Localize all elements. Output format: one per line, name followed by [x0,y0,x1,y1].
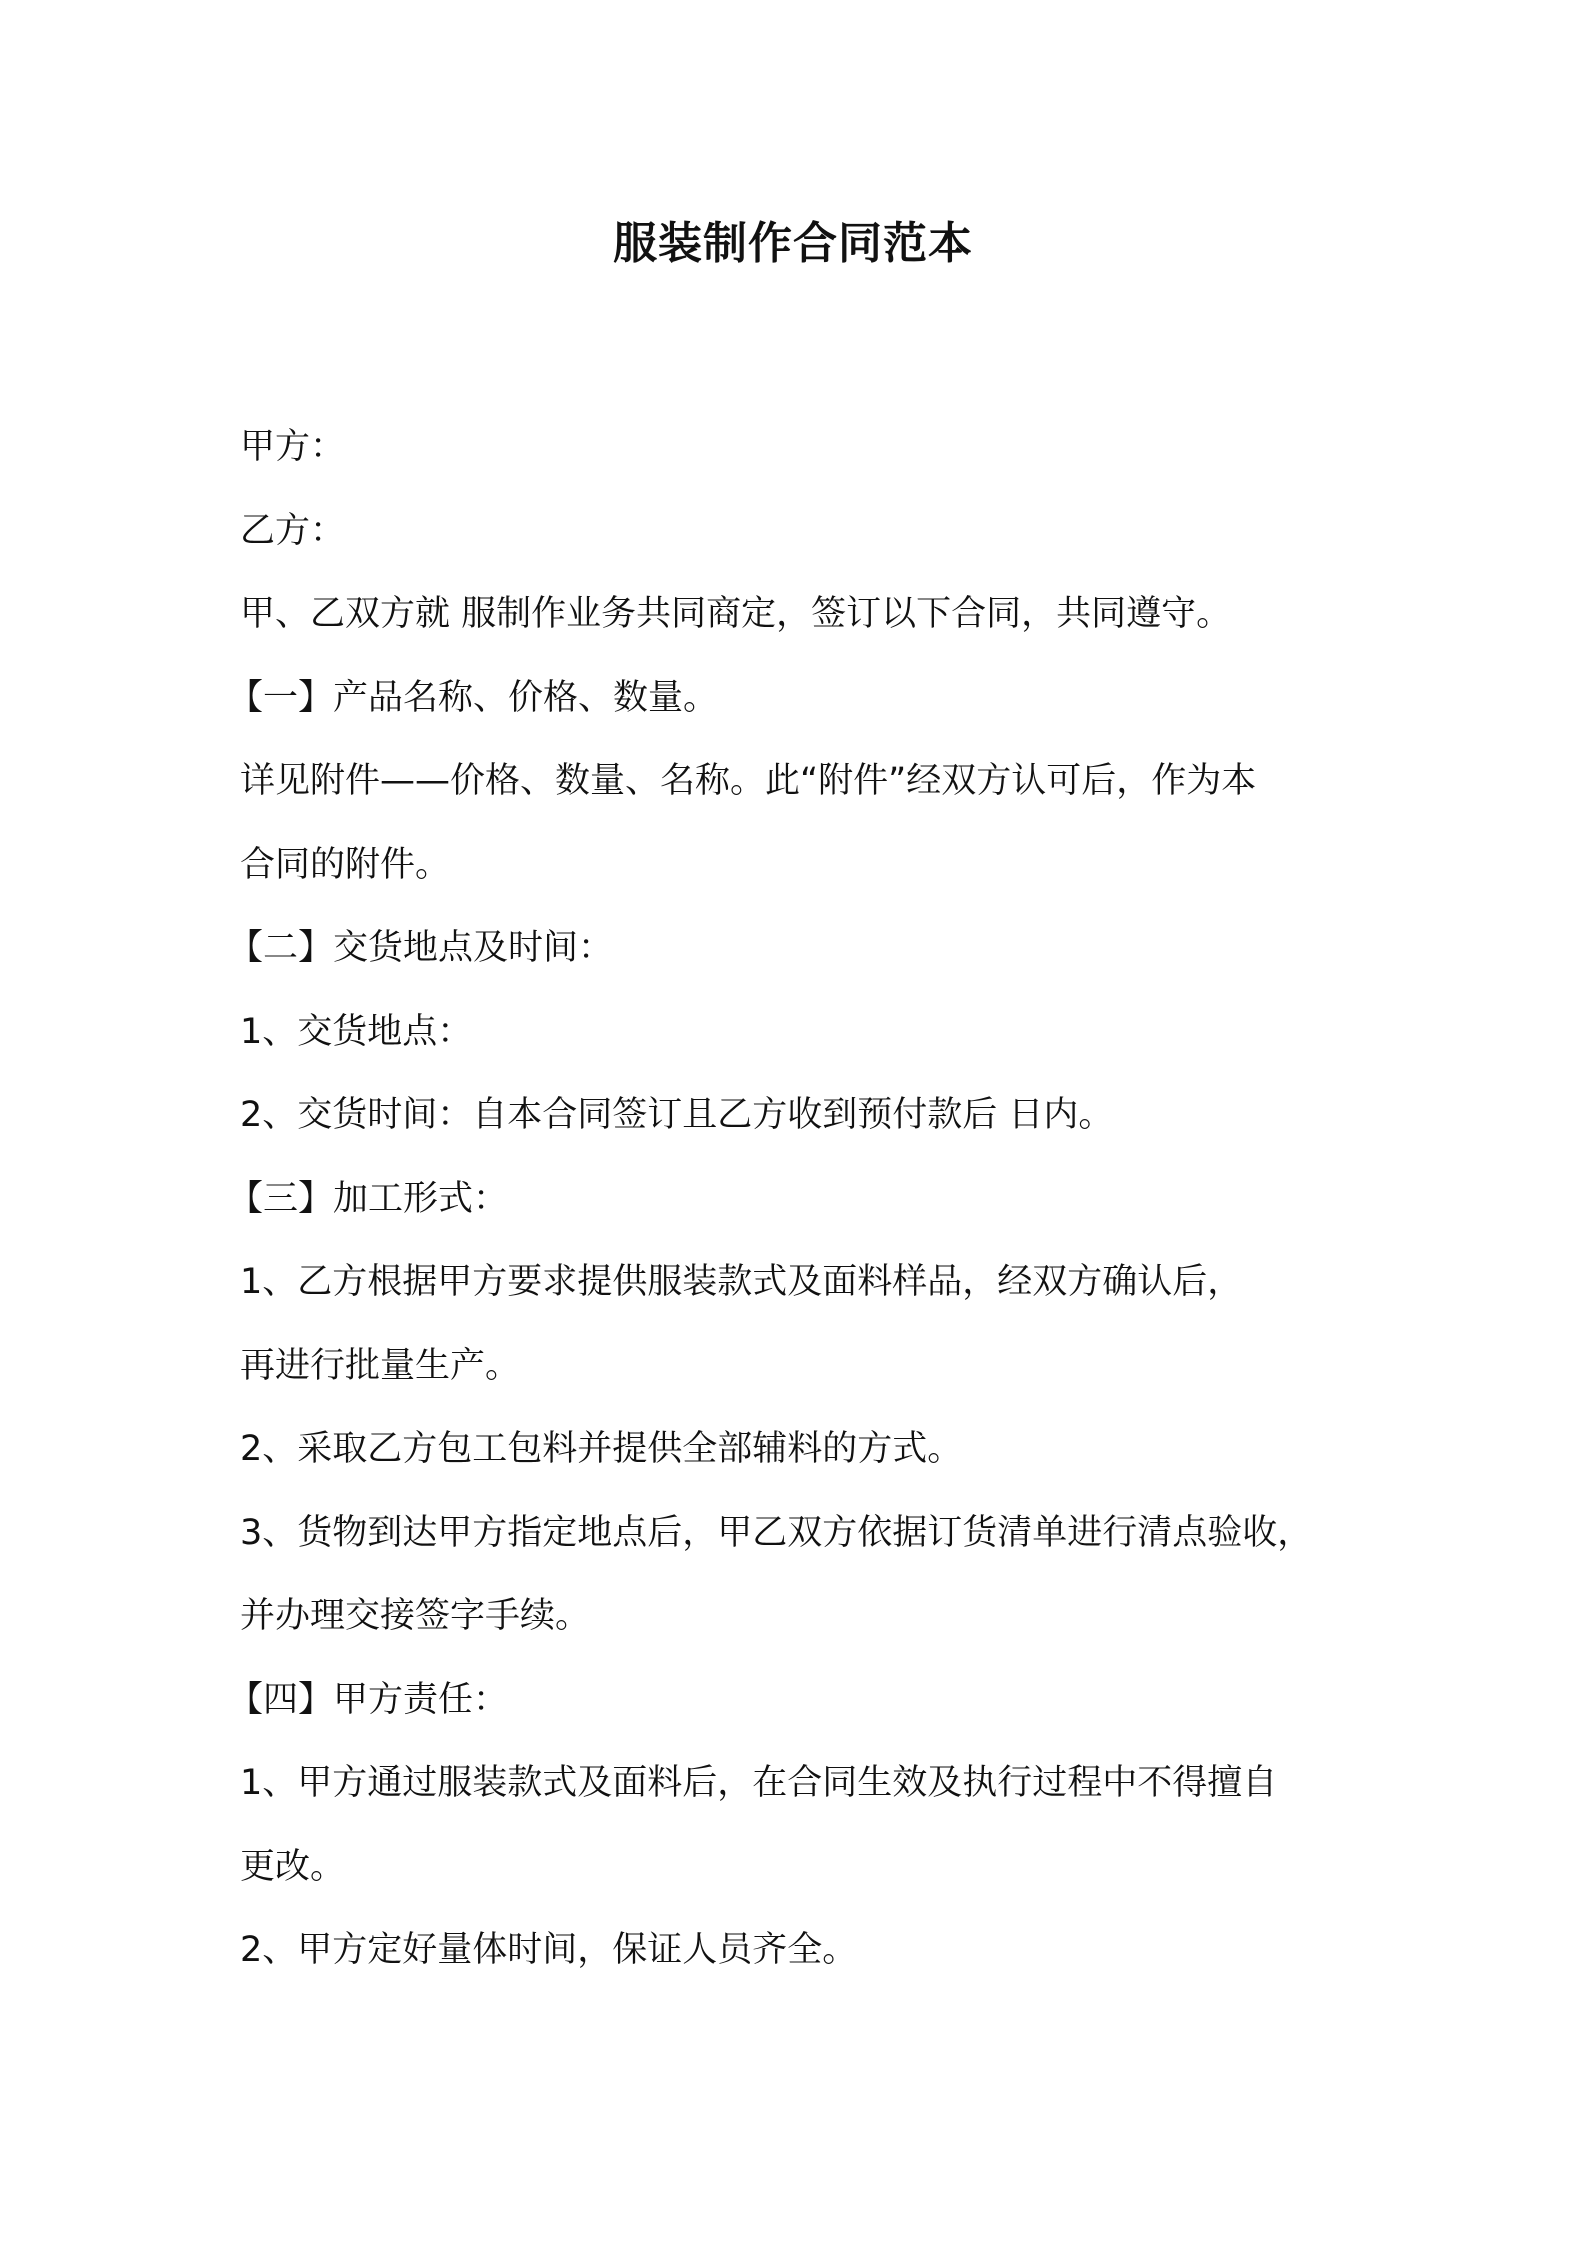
list-item: 1、乙方根据甲方要求提供服装款式及面料样品，经双方确认后， [240,1262,1243,1302]
section-heading-2: 【二】交货地点及时间： [228,928,614,968]
intro-paragraph: 甲、乙双方就 服制作业务共同商定，签订以下合同，共同遵守。 [240,594,1232,634]
section-heading-1: 【一】产品名称、价格、数量。 [228,677,719,718]
list-item: 2、甲方定好量体时间，保证人员齐全。 [240,1930,858,1970]
paragraph-line: 再进行批量生产。 [240,1345,521,1386]
list-item: 1、甲方通过服装款式及面料后，在合同生效及执行过程中不得擅自 [240,1763,1278,1803]
party-b-field: 乙方： [240,510,346,551]
list-item: 2、采取乙方包工包料并提供全部辅料的方式。 [240,1429,963,1469]
document-title: 服装制作合同范本 [613,218,973,269]
list-item: 2、交货时间：自本合同签订且乙方收到预付款后 日内。 [240,1095,1114,1135]
section-heading-4: 【四】甲方责任： [228,1679,509,1720]
paragraph-line: 更改。 [240,1846,346,1887]
section-heading-3: 【三】加工形式： [228,1178,509,1219]
list-item: 3、货物到达甲方指定地点后，甲乙双方依据订货清单进行清点验收， [240,1512,1313,1553]
list-item: 1、交货地点： [240,1011,473,1052]
paragraph-line: 详见附件——价格、数量、名称。此“附件”经双方认可后，作为本 [240,761,1257,801]
paragraph-line: 合同的附件。 [240,844,451,885]
party-a-field: 甲方： [240,427,346,467]
document-body [228,406,1380,1993]
paragraph-line: 并办理交接签字手续。 [240,1596,591,1636]
